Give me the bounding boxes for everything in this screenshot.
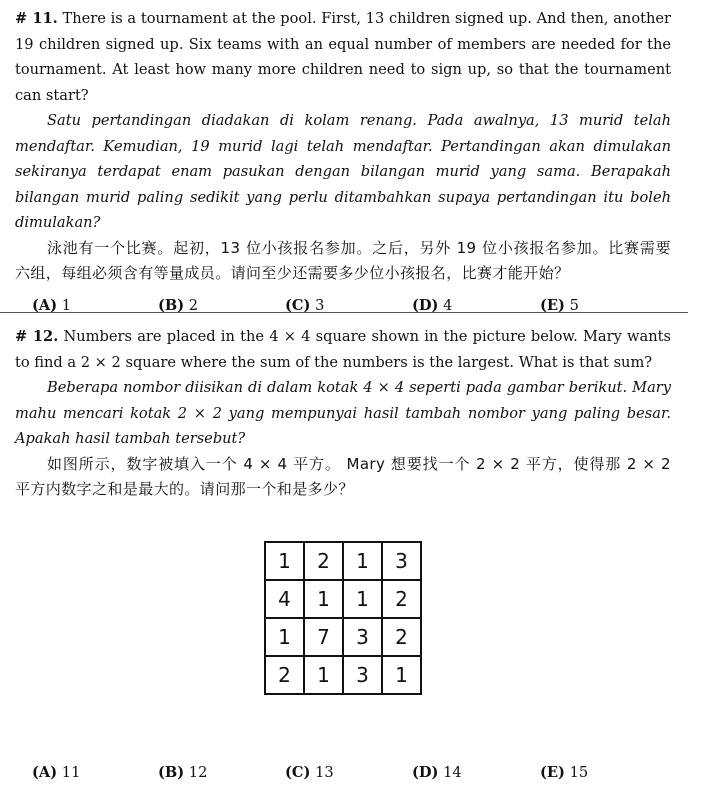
choice-value: 11 bbox=[61, 764, 81, 781]
choice-label: (D) bbox=[412, 764, 439, 781]
choice-value: 3 bbox=[315, 296, 325, 314]
choice-label: (E) bbox=[540, 764, 565, 781]
section-divider bbox=[0, 312, 688, 313]
choice-value: 15 bbox=[569, 764, 589, 781]
choice-label: (B) bbox=[158, 296, 185, 314]
choice-value: 1 bbox=[61, 296, 72, 314]
problem-12-number: # 12. bbox=[15, 328, 59, 345]
problem-12-choices bbox=[15, 764, 671, 790]
choice-value: 14 bbox=[443, 764, 462, 781]
grid-cell: 3 bbox=[343, 656, 382, 694]
choice-value: 2 bbox=[188, 296, 199, 314]
grid-cell: 1 bbox=[343, 580, 382, 618]
grid-cell: 1 bbox=[343, 542, 382, 580]
grid-cell: 7 bbox=[304, 618, 343, 656]
choice-label: (B) bbox=[158, 764, 185, 781]
grid-row bbox=[265, 618, 421, 656]
grid-cell: 2 bbox=[382, 580, 421, 618]
choice-e bbox=[540, 297, 579, 314]
grid-cell: 2 bbox=[304, 542, 343, 580]
choice-b bbox=[158, 764, 207, 781]
choice-label: (D) bbox=[412, 296, 439, 314]
grid-cell: 1 bbox=[265, 542, 304, 580]
problem-12-english-text: Numbers are placed in the 4 × 4 square shown in the picture below. Mary wants to find a 2 × 2 square where the sum of the numbers is the largest. What is that sum? bbox=[15, 328, 672, 371]
choice-c bbox=[285, 297, 324, 314]
problem-11 bbox=[15, 6, 671, 323]
grid-cell: 1 bbox=[265, 618, 304, 656]
problem-11-malay: Satu pertandingan diadakan di kolam renang. Pada awalnya, 13 murid telah mendaftar. Kemudian, 19 murid lagi telah mendaftar. Pertandingan akan dimulakan sekiranya terdapat enam pasukan dengan bilangan murid yang sama. Berapakah bilangan murid paling sedikit yang perlu ditambahkan supaya pertandingan itu boleh dimulakan? bbox=[15, 112, 671, 231]
grid-row bbox=[265, 542, 421, 580]
problem-12-malay: Beberapa nombor diisikan di dalam kotak 4 × 4 seperti pada gambar berikut. Mary mahu mencari kotak 2 × 2 yang mempunyai hasil tambah nombor yang paling besar. Apakah hasil tambah tersebut? bbox=[15, 379, 671, 447]
choice-a bbox=[32, 297, 71, 314]
problem-12-chinese: 如图所示，数字被填入一个 4 × 4 平方。 Mary 想要找一个 2 × 2 平方，使得那 2 × 2 平方内数字之和是最大的。请问那一个和是多少？ bbox=[15, 454, 671, 498]
problem-11-english bbox=[15, 6, 671, 108]
problem-11-chinese: 泳池有一个比赛。起初，13 位小孩报名参加。之后，另外 19 位小孩报名参加。比赛需要六组，每组必须含有等量成员。请问至少还需要多少位小孩报名，比赛才能开始？ bbox=[15, 238, 671, 282]
grid-row bbox=[265, 656, 421, 694]
choice-c bbox=[285, 764, 334, 781]
problem-11-english-text: There is a tournament at the pool. First, 13 children signed up. And then, another 19 children signed up. Six teams with an equal number of members are needed for the tournament. At least how many more children need to sign up, so that the tournament can start? bbox=[15, 10, 671, 104]
grid-cell: 2 bbox=[382, 618, 421, 656]
choice-label: (E) bbox=[540, 296, 565, 314]
grid-cell: 1 bbox=[304, 580, 343, 618]
grid-cell: 1 bbox=[382, 656, 421, 694]
grid-row bbox=[265, 580, 421, 618]
choice-e bbox=[540, 764, 588, 781]
grid-cell: 3 bbox=[382, 542, 421, 580]
grid-cell: 3 bbox=[343, 618, 382, 656]
problem-12 bbox=[15, 324, 671, 503]
choice-value: 12 bbox=[188, 764, 208, 781]
choice-label: (A) bbox=[32, 296, 58, 314]
grid-cell: 1 bbox=[304, 656, 343, 694]
choice-value: 4 bbox=[443, 296, 453, 314]
choice-value: 5 bbox=[569, 296, 579, 314]
choice-label: (C) bbox=[285, 764, 311, 781]
grid-cell: 2 bbox=[265, 656, 304, 694]
choice-value: 13 bbox=[315, 764, 334, 781]
number-grid bbox=[264, 541, 422, 695]
grid-cell: 4 bbox=[265, 580, 304, 618]
choice-a bbox=[32, 764, 80, 781]
choice-label: (C) bbox=[285, 296, 311, 314]
problem-11-number: # 11. bbox=[15, 10, 58, 27]
choice-b bbox=[158, 297, 198, 314]
choice-d bbox=[412, 297, 452, 314]
choice-label: (A) bbox=[32, 764, 58, 781]
choice-d bbox=[412, 764, 462, 781]
problem-12-english bbox=[15, 324, 671, 375]
problem-11-choices bbox=[15, 297, 671, 323]
